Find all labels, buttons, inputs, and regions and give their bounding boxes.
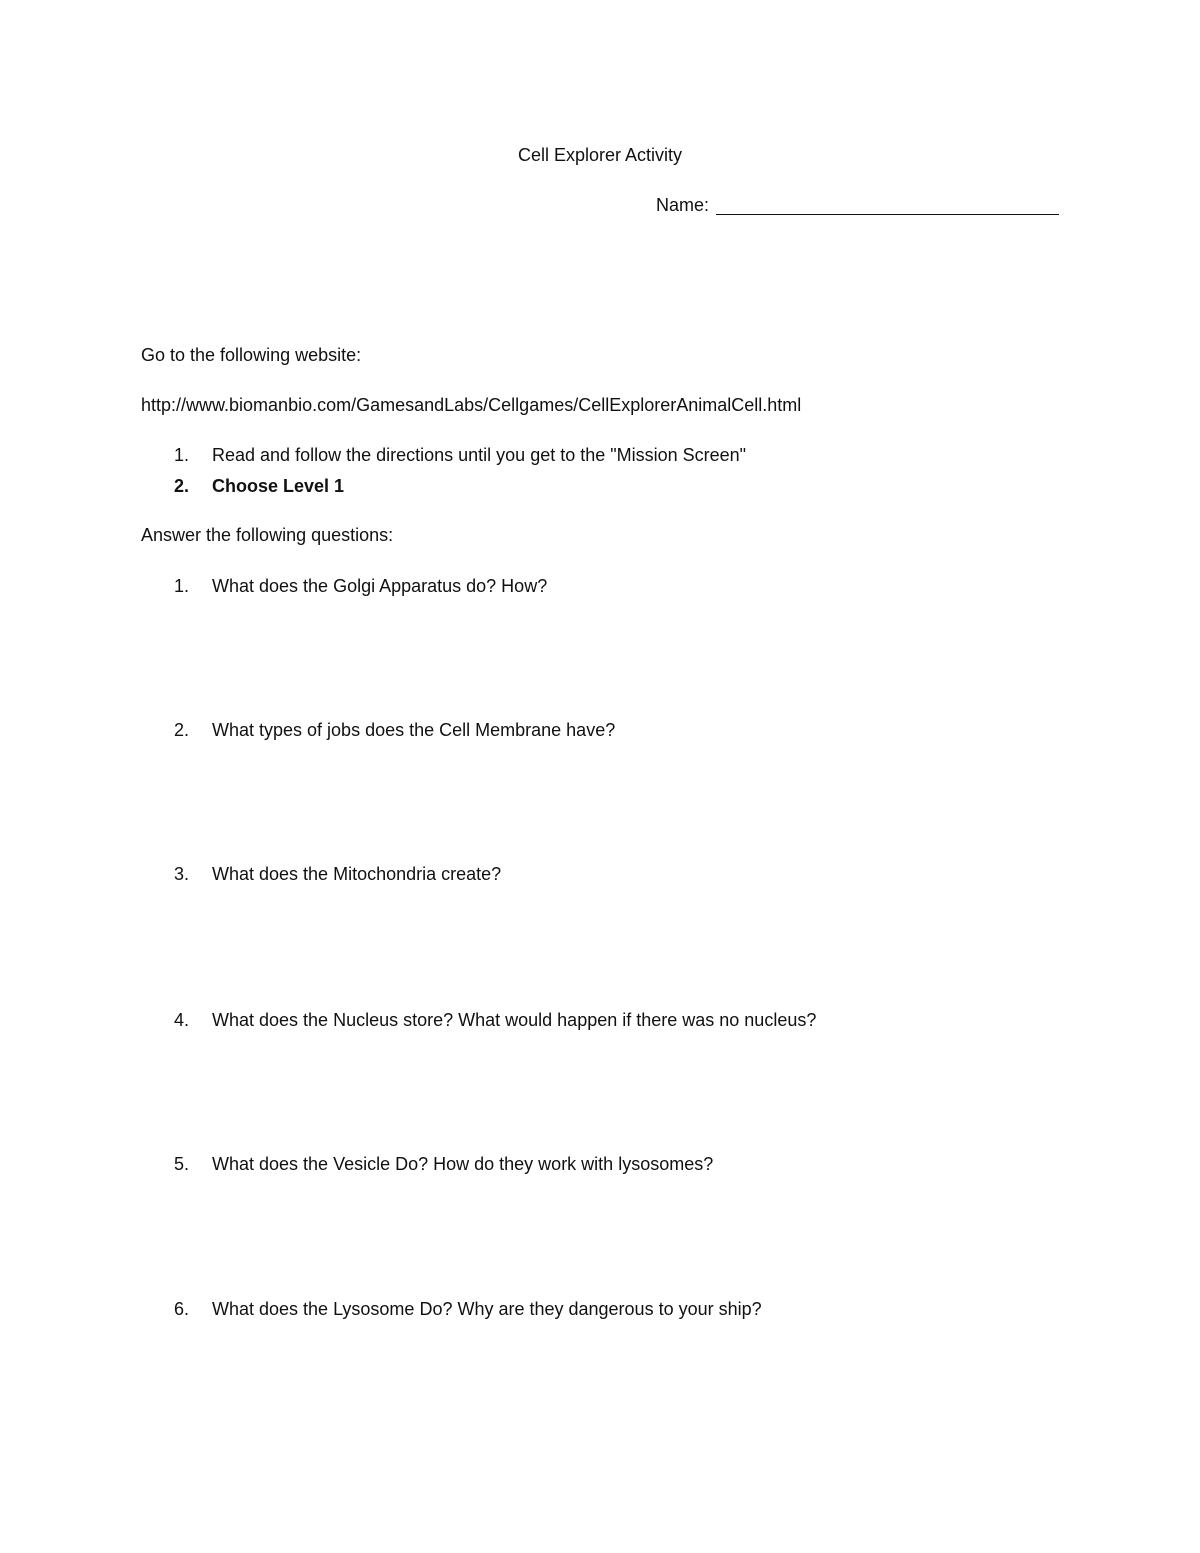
name-label: Name: xyxy=(656,195,710,215)
question-text: What does the Vesicle Do? How do they work with lysosomes? xyxy=(212,1154,714,1174)
direction-text: Read and follow the directions until you get to the "Mission Screen" xyxy=(212,445,747,465)
direction-text: Choose Level 1 xyxy=(212,476,345,496)
question-text: What does the Nucleus store? What would happen if there was no nucleus? xyxy=(212,1010,817,1030)
intro-text: Go to the following website: xyxy=(141,345,362,365)
question-number: 6. xyxy=(174,1299,190,1319)
question-text: What does the Golgi Apparatus do? How? xyxy=(212,576,548,596)
question-number: 5. xyxy=(174,1154,190,1174)
question-number: 4. xyxy=(174,1010,190,1030)
questions-intro: Answer the following questions: xyxy=(141,525,394,545)
question-number: 3. xyxy=(174,864,190,884)
page-title: Cell Explorer Activity xyxy=(517,145,683,165)
name-field-line[interactable] xyxy=(716,214,1059,215)
website-url: http://www.biomanbio.com/GamesandLabs/Cellgames/CellExplorerAnimalCell.html xyxy=(141,395,802,415)
direction-number: 2. xyxy=(174,476,190,496)
question-number: 2. xyxy=(174,720,190,740)
question-number: 1. xyxy=(174,576,190,596)
question-text: What does the Lysosome Do? Why are they dangerous to your ship? xyxy=(212,1299,762,1319)
question-text: What types of jobs does the Cell Membrane have? xyxy=(212,720,616,740)
direction-number: 1. xyxy=(174,445,190,465)
question-text: What does the Mitochondria create? xyxy=(212,864,502,884)
